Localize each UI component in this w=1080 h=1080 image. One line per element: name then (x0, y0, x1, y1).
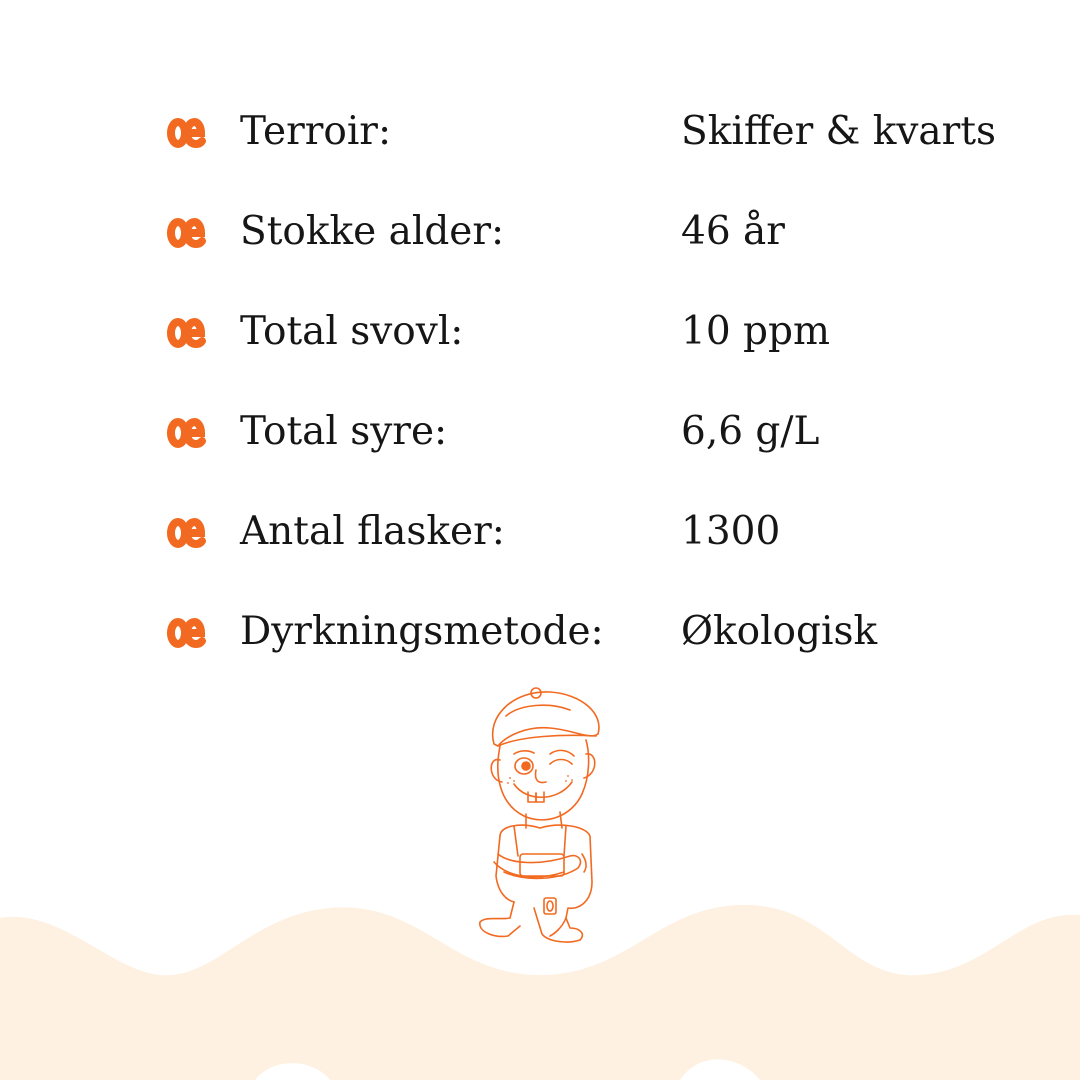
spec-value: 6,6 g/L (681, 409, 820, 454)
spec-value: Skiffer & kvarts (681, 109, 997, 154)
spec-row-dyrkningsmetode (0, 602, 1080, 662)
spec-label: Terroir: (240, 109, 392, 154)
oe-logo-icon (166, 514, 208, 552)
oe-logo-icon (166, 414, 208, 452)
spec-row-terroir (0, 102, 1080, 162)
oe-logo-icon (166, 314, 208, 352)
spec-row-stokke-alder (0, 202, 1080, 262)
spec-label: Dyrkningsmetode: (240, 609, 604, 654)
spec-row-total-svovl (0, 302, 1080, 362)
spec-row-total-syre (0, 402, 1080, 462)
oe-logo-icon (166, 114, 208, 152)
oe-logo-icon (166, 614, 208, 652)
spec-label: Total svovl: (240, 309, 464, 354)
spec-value: 10 ppm (681, 309, 830, 354)
spec-value: Økologisk (681, 609, 878, 654)
spec-value: 1300 (681, 509, 781, 554)
spec-label: Antal flasker: (240, 509, 505, 554)
spec-label: Stokke alder: (240, 209, 505, 254)
spec-label: Total syre: (240, 409, 448, 454)
spec-value: 46 år (681, 209, 785, 254)
spec-row-antal-flasker (0, 502, 1080, 562)
winking-boy-mascot-illustration (470, 686, 610, 954)
oe-logo-icon (166, 214, 208, 252)
